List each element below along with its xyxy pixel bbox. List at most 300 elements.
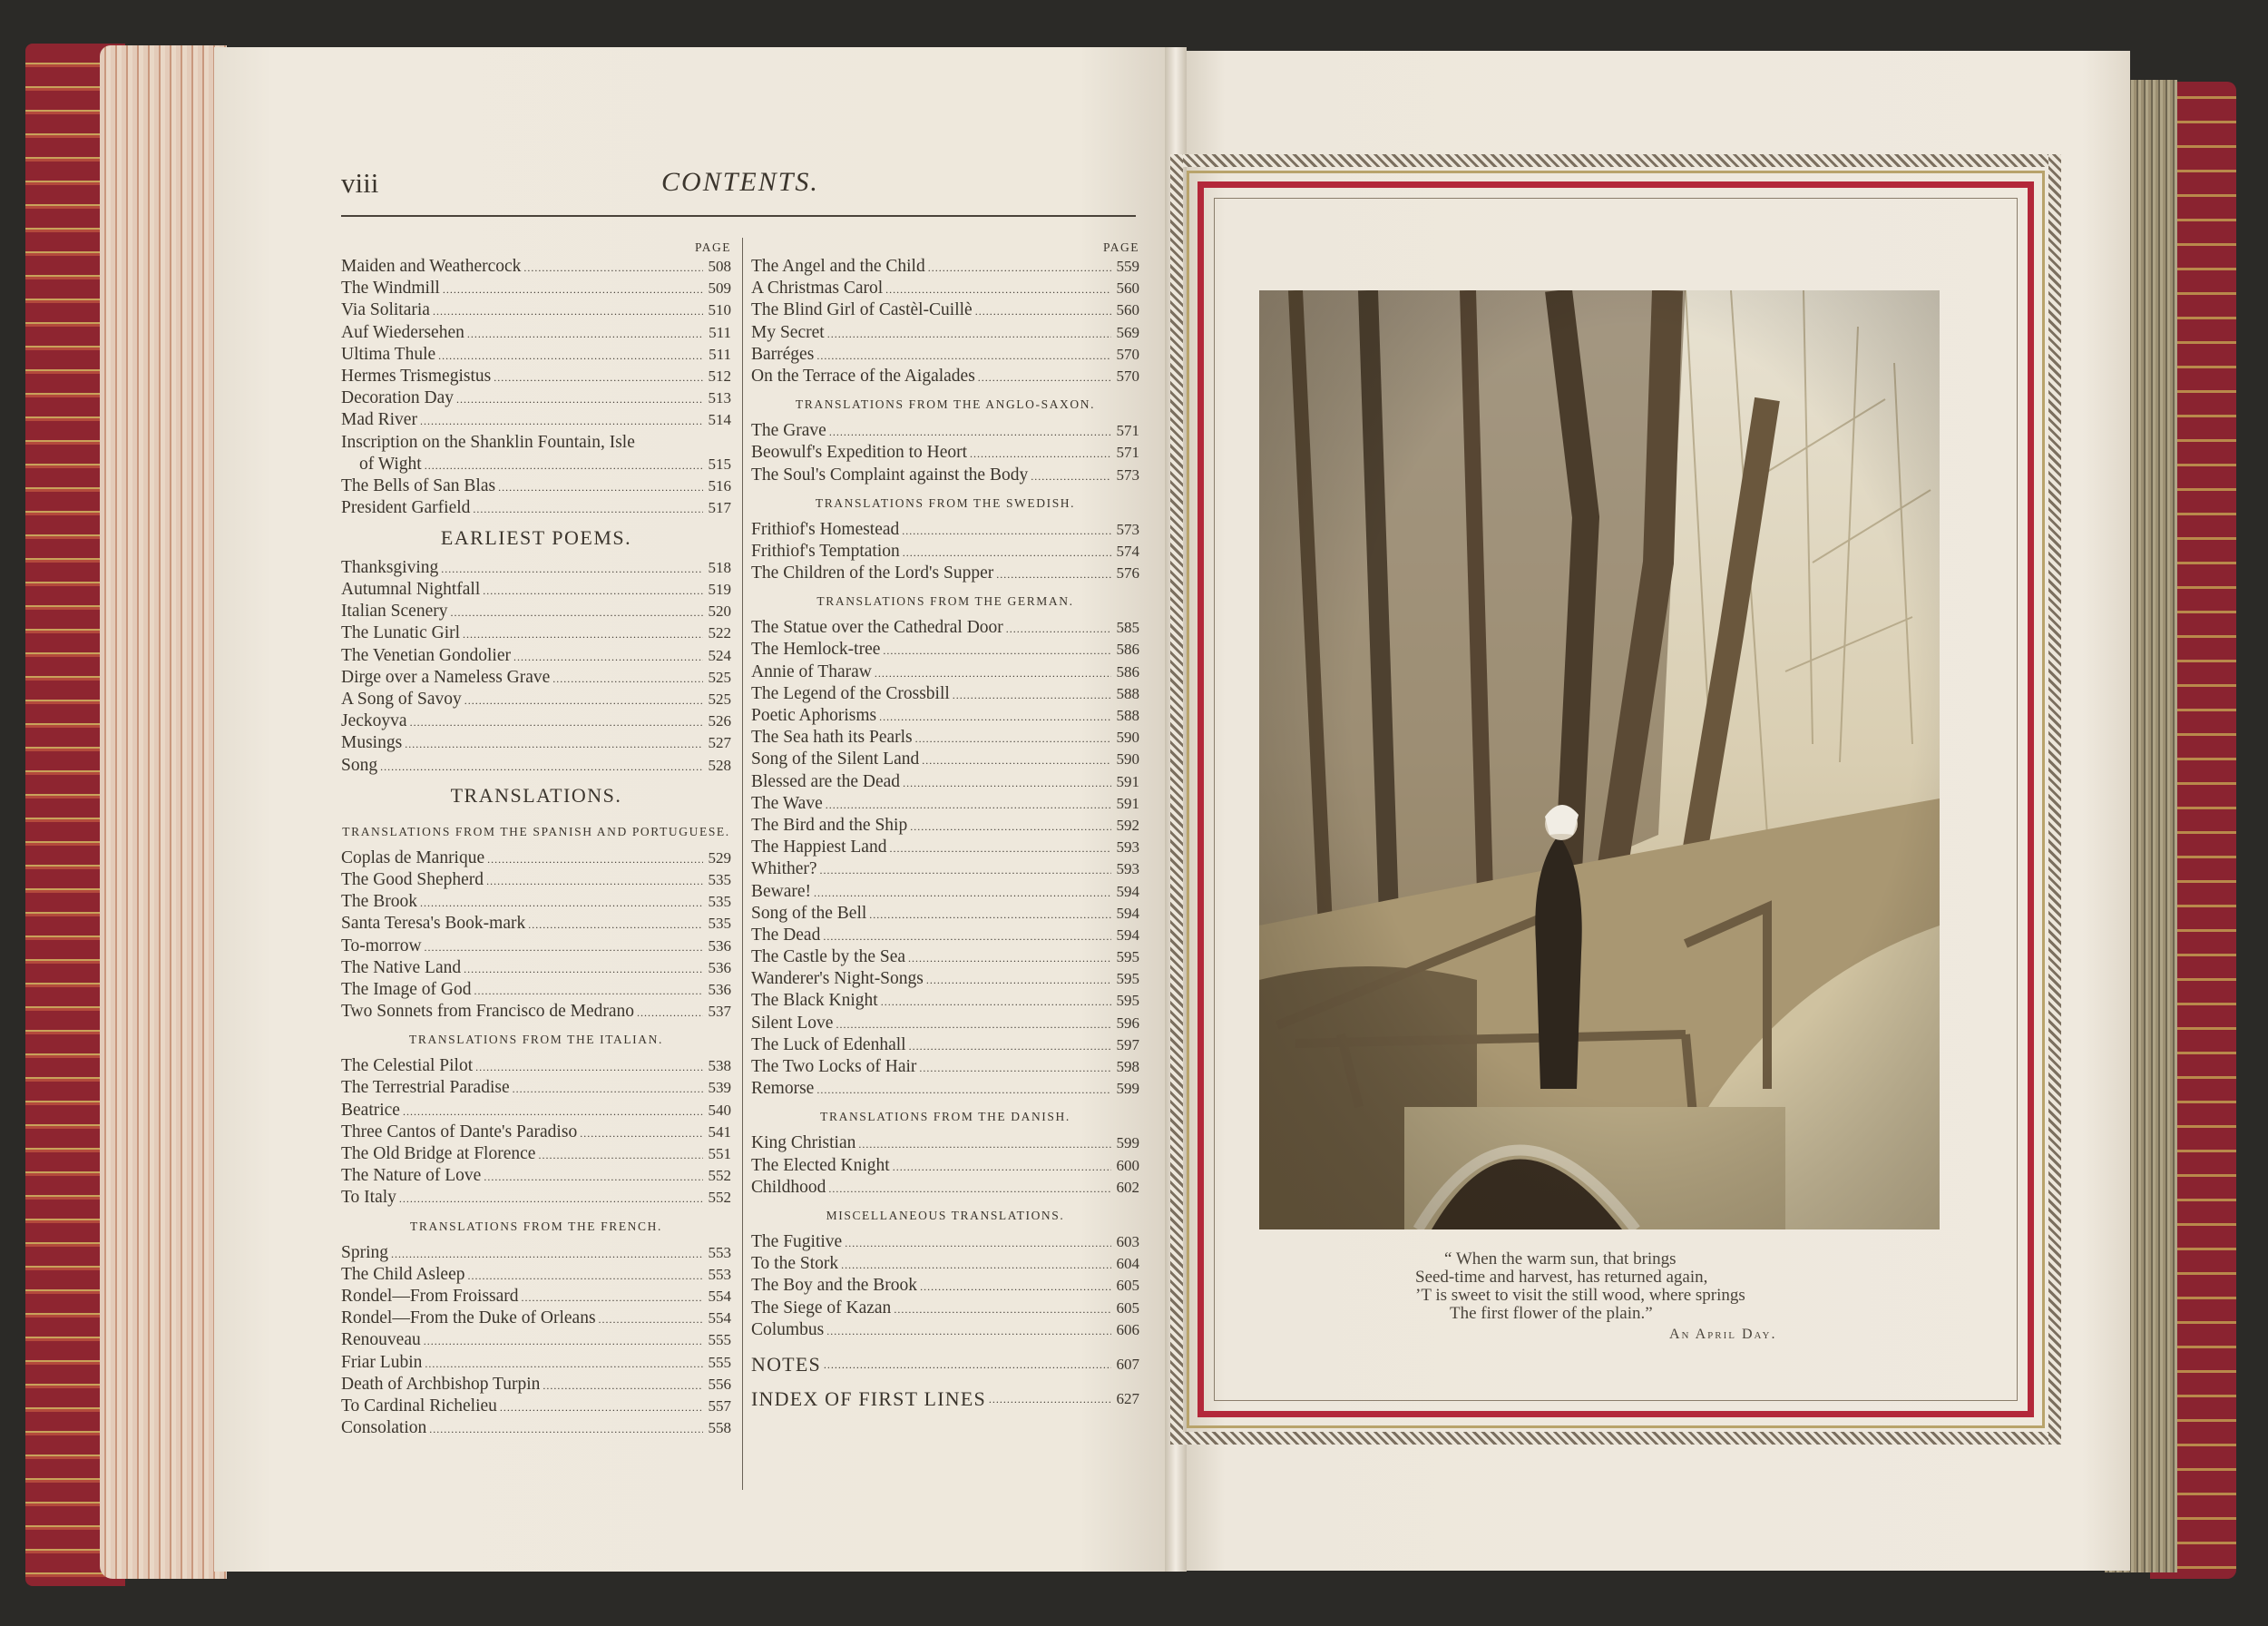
frame-border-left	[1170, 154, 1183, 1445]
toc-entry-title: Consolation	[341, 1418, 427, 1438]
toc-entry-title: Thanksgiving	[341, 557, 439, 577]
toc-entry	[751, 442, 1139, 464]
toc-entry	[341, 957, 731, 979]
toc-page-number: 524	[708, 646, 731, 664]
toc-entry-title: To Cardinal Richelieu	[341, 1396, 497, 1415]
toc-leader-dots	[438, 344, 703, 367]
toc-page-number: 590	[1116, 750, 1139, 769]
toc-page-number: 525	[708, 668, 731, 686]
subsection-heading: TRANSLATIONS FROM THE SWEDISH.	[815, 495, 1076, 510]
toc-page-number: 605	[1116, 1277, 1139, 1295]
toc-entry-title: The Wave	[751, 793, 823, 813]
toc-page-number: 554	[708, 1309, 731, 1327]
toc-entry-title: Song of the Silent Land	[751, 749, 920, 769]
toc-entry-title: Three Cantos of Dante's Paradiso	[341, 1122, 578, 1141]
toc-entry	[341, 344, 731, 366]
toc-leader-dots	[858, 1132, 1111, 1155]
toc-page-number: 604	[1116, 1255, 1139, 1273]
toc-entry-title: The Windmill	[341, 279, 440, 299]
toc-leader-dots	[487, 847, 703, 870]
toc-entry-title: Rondel—From the Duke of Orleans	[341, 1308, 596, 1328]
toc-entry	[341, 432, 731, 475]
toc-leader-dots	[970, 442, 1111, 465]
toc-entry	[751, 1231, 1139, 1253]
toc-entry	[341, 1417, 731, 1439]
toc-leader-dots	[433, 299, 703, 322]
toc-leader-dots	[883, 639, 1111, 661]
toc-entry-title: Death of Archbishop Turpin	[341, 1374, 541, 1394]
toc-entry	[751, 705, 1139, 727]
toc-entry-title: The Terrestrial Paradise	[341, 1078, 510, 1098]
toc-page-number: 598	[1116, 1058, 1139, 1075]
toc-entry	[341, 667, 731, 689]
toc-entry	[341, 557, 731, 579]
toc-page-number: 519	[708, 581, 731, 599]
toc-page-number: 596	[1116, 1014, 1139, 1032]
toc-leader-dots	[599, 1308, 703, 1330]
toc-leader-dots	[467, 1264, 703, 1287]
toc-entry	[751, 1341, 1139, 1376]
toc-page-number: 509	[708, 279, 731, 298]
toc-entry-title: Beowulf's Expedition to Heort	[751, 443, 968, 463]
toc-entry-title: Friar Lubin	[341, 1352, 423, 1372]
toc-leader-dots	[869, 903, 1111, 926]
toc-entry-title: The Black Knight	[751, 991, 878, 1011]
toc-entry	[341, 475, 731, 497]
toc-page-number: 511	[709, 323, 731, 341]
toc-page-number: 586	[1116, 641, 1139, 659]
toc-entry-title: To the Stork	[751, 1254, 839, 1274]
frame-border-top	[1170, 154, 2061, 167]
toc-entry	[341, 710, 731, 732]
toc-page-number: 513	[708, 389, 731, 407]
toc-leader-dots	[820, 858, 1111, 881]
toc-leader-dots	[500, 1396, 703, 1418]
toc-page-number: 573	[1116, 465, 1139, 484]
toc-entry	[751, 1319, 1139, 1341]
toc-leader-dots	[513, 1077, 703, 1100]
toc-page-number: 593	[1116, 838, 1139, 857]
toc-leader-dots	[425, 454, 703, 476]
toc-entry-title: The Bird and the Ship	[751, 815, 908, 835]
toc-entry	[341, 1286, 731, 1308]
toc-leader-dots	[828, 1177, 1111, 1200]
toc-entry-title: Jeckoyva	[341, 711, 407, 731]
toc-entry	[751, 946, 1139, 968]
toc-page-number: 536	[708, 958, 731, 976]
toc-entry	[751, 299, 1139, 321]
toc-entry	[751, 639, 1139, 661]
toc-page-number: 590	[1116, 729, 1139, 747]
toc-leader-dots	[475, 1055, 703, 1078]
toc-leader-dots	[456, 387, 703, 410]
caption-line: “ When the warm sun, that brings	[1444, 1249, 1677, 1268]
toc-entry	[751, 1275, 1139, 1297]
toc-leader-dots	[1006, 617, 1111, 640]
toc-entry	[751, 771, 1139, 793]
toc-entry-title: Ultima Thule	[341, 344, 436, 364]
toc-leader-dots	[978, 366, 1111, 388]
toc-entry	[751, 925, 1139, 946]
toc-entry	[341, 256, 731, 278]
toc-leader-dots	[637, 1001, 703, 1024]
toc-entry-title: The Venetian Gondolier	[341, 645, 512, 665]
toc-entry-title: The Bells of San Blas	[341, 475, 496, 495]
toc-entry-title: The Old Bridge at Florence	[341, 1144, 536, 1163]
section-heading: TRANSLATIONS.	[450, 783, 622, 807]
subsection-heading: TRANSLATIONS FROM THE GERMAN.	[816, 594, 1074, 609]
toc-entry	[341, 869, 731, 891]
toc-entry-title: The Children of the Lord's Supper	[751, 563, 994, 583]
toc-leader-dots	[1031, 465, 1111, 487]
toc-page-number: 585	[1116, 619, 1139, 637]
toc-leader-dots	[522, 1286, 703, 1308]
toc-page-number: 535	[708, 915, 731, 933]
toc-page-number: 536	[708, 980, 731, 998]
toc-leader-dots	[816, 344, 1111, 367]
toc-entry-title: The Nature of Love	[341, 1166, 482, 1186]
toc-entry	[341, 1308, 731, 1329]
toc-entry	[341, 1242, 731, 1264]
toc-leader-dots	[473, 497, 703, 520]
column-rule	[742, 238, 743, 1490]
toc-page-number: 594	[1116, 904, 1139, 922]
toc-page-number: 551	[708, 1145, 731, 1162]
toc-page-number: 515	[708, 455, 731, 473]
toc-page-number: 560	[1116, 279, 1139, 298]
toc-leader-dots	[919, 1056, 1111, 1079]
toc-entry-title: The Luck of Edenhall	[751, 1034, 906, 1054]
header-rule	[341, 215, 1136, 217]
toc-entry	[751, 968, 1139, 990]
toc-entry	[751, 749, 1139, 770]
toc-entry-title: To-morrow	[341, 935, 422, 955]
toc-page-number: 586	[1116, 662, 1139, 681]
toc-page-number: 599	[1116, 1080, 1139, 1098]
toc-entry	[751, 278, 1139, 299]
toc-entry	[751, 344, 1139, 366]
toc-entry-title: The Image of God	[341, 979, 472, 999]
toc-page-number: 518	[708, 558, 731, 576]
toc-entry	[341, 322, 731, 344]
toc-page-number: 557	[708, 1396, 731, 1415]
toc-page-number: 574	[1116, 542, 1139, 560]
toc-page-number: 510	[708, 301, 731, 319]
toc-entry-title: Wanderer's Night-Songs	[751, 969, 924, 989]
toc-leader-dots	[909, 1034, 1111, 1057]
toc-entry	[751, 1078, 1139, 1100]
subsection-heading: TRANSLATIONS FROM THE DANISH.	[820, 1110, 1070, 1124]
toc-page-number: 552	[708, 1167, 731, 1185]
toc-page-number: 555	[708, 1331, 731, 1349]
subsection-heading: MISCELLANEOUS TRANSLATIONS.	[826, 1208, 1065, 1222]
toc-page-number: 607	[1116, 1355, 1139, 1373]
toc-entry-title: On the Terrace of the Aigalades	[751, 366, 975, 386]
toc-leader-dots	[523, 256, 703, 279]
toc-entry-title: Beware!	[751, 881, 812, 901]
toc-entry	[751, 366, 1139, 387]
contents-column-left	[341, 240, 731, 1439]
toc-entry	[341, 1187, 731, 1209]
caption-line: Seed-time and harvest, has returned again,	[1415, 1268, 1708, 1287]
toc-entry-title: A Christmas Carol	[751, 279, 884, 299]
toc-entry	[341, 409, 731, 431]
page-folio: viii	[341, 167, 379, 199]
toc-entry	[751, 1376, 1139, 1410]
toc-page-number: 539	[708, 1079, 731, 1097]
toc-leader-dots	[494, 366, 703, 388]
toc-leader-dots	[836, 1013, 1111, 1035]
toc-leader-dots	[538, 1143, 703, 1166]
toc-leader-dots	[403, 1100, 703, 1122]
toc-leader-dots	[879, 705, 1111, 728]
toc-entry-title: The Dead	[751, 925, 821, 945]
toc-page-number: 541	[708, 1122, 731, 1141]
toc-leader-dots	[894, 1298, 1111, 1320]
toc-leader-dots	[915, 727, 1111, 749]
toc-entry	[751, 1034, 1139, 1056]
toc-entry-title: Childhood	[751, 1177, 826, 1197]
toc-entry	[341, 1100, 731, 1122]
toc-leader-dots	[827, 322, 1111, 345]
section-heading: EARLIEST POEMS.	[440, 525, 632, 549]
toc-entry-title: The Good Shepherd	[341, 869, 484, 889]
toc-page-number: 595	[1116, 948, 1139, 966]
toc-entry	[751, 1132, 1139, 1154]
toc-entry-title: Dirge over a Nameless Grave	[341, 667, 551, 687]
toc-leader-dots	[824, 1353, 1111, 1376]
toc-entry	[751, 1177, 1139, 1199]
toc-leader-dots	[513, 645, 703, 668]
toc-page-number: 552	[708, 1189, 731, 1207]
toc-entry-title: Silent Love	[751, 1013, 834, 1033]
toc-entry	[751, 683, 1139, 705]
toc-leader-dots	[498, 475, 703, 498]
toc-entry-title: The Siege of Kazan	[751, 1298, 892, 1317]
toc-leader-dots	[484, 1165, 703, 1188]
toc-page-number: 594	[1116, 882, 1139, 900]
contents-column-right	[751, 240, 1139, 1410]
toc-leader-dots	[975, 299, 1111, 322]
toc-leader-dots	[463, 622, 703, 645]
toc-entry	[751, 541, 1139, 563]
toc-leader-dots	[989, 1387, 1111, 1410]
plate-photograph	[1259, 290, 1940, 1229]
toc-leader-dots	[953, 683, 1111, 706]
toc-entry	[751, 1056, 1139, 1078]
toc-leader-dots	[816, 1078, 1111, 1101]
toc-page-number: 535	[708, 893, 731, 911]
toc-leader-dots	[996, 563, 1111, 585]
toc-entry	[751, 837, 1139, 858]
toc-page-number: 553	[708, 1265, 731, 1283]
toc-leader-dots	[420, 891, 703, 914]
toc-entry-title: The Legend of the Crossbill	[751, 683, 950, 703]
toc-page-number: 529	[708, 848, 731, 867]
toc-leader-dots	[893, 1155, 1111, 1178]
frame-border-bottom	[1170, 1432, 2061, 1445]
toc-entry-title: Blessed are the Dead	[751, 771, 901, 791]
toc-leader-dots	[443, 278, 703, 300]
toc-leader-dots	[425, 1352, 703, 1375]
toc-entry-title: Via Solitaria	[341, 300, 430, 320]
toc-page-number: 571	[1116, 444, 1139, 462]
toc-page-number: 536	[708, 936, 731, 955]
toc-entry-title: Inscription on the Shanklin Fountain, Isle	[341, 432, 635, 452]
toc-leader-dots	[841, 1253, 1111, 1276]
toc-entry-title: The Castle by the Sea	[751, 947, 906, 967]
toc-entry	[341, 689, 731, 710]
toc-entry	[341, 1165, 731, 1187]
toc-entry-title: Remorse	[751, 1079, 815, 1099]
toc-entry	[341, 913, 731, 935]
toc-leader-dots	[464, 689, 703, 711]
toc-entry	[341, 387, 731, 409]
toc-leader-dots	[483, 579, 703, 602]
toc-leader-dots	[889, 837, 1111, 859]
toc-entry-title: Renouveau	[341, 1330, 421, 1350]
toc-page-number: 571	[1116, 422, 1139, 440]
toc-page-number: 511	[709, 345, 731, 363]
toc-page-number: 573	[1116, 520, 1139, 538]
toc-entry-title: Poetic Aphorisms	[751, 706, 877, 725]
toc-entry	[751, 420, 1139, 442]
toc-leader-dots	[881, 990, 1111, 1013]
toc-entry	[751, 727, 1139, 749]
toc-leader-dots	[380, 755, 703, 778]
toc-entry	[751, 661, 1139, 683]
toc-entry	[341, 645, 731, 667]
toc-entry-title: Barréges	[751, 344, 815, 364]
toc-entry-title: Frithiof's Temptation	[751, 541, 900, 561]
toc-page-number: 559	[1116, 258, 1139, 275]
toc-leader-dots	[424, 1329, 703, 1352]
subsection-heading: TRANSLATIONS FROM THE ITALIAN.	[409, 1033, 663, 1047]
toc-page-number: 588	[1116, 684, 1139, 702]
toc-entry	[341, 1143, 731, 1165]
toc-leader-dots	[543, 1374, 703, 1396]
toc-entry-title: The Soul's Complaint against the Body	[751, 465, 1029, 485]
page-title: CONTENTS.	[661, 167, 819, 197]
toc-leader-dots	[908, 946, 1111, 969]
toc-entry	[341, 979, 731, 1001]
toc-entry	[751, 858, 1139, 880]
toc-entry-title: Whither?	[751, 859, 817, 879]
toc-leader-dots	[903, 541, 1111, 563]
toc-page-number: 514	[708, 411, 731, 429]
toc-page-number: 594	[1116, 926, 1139, 944]
toc-entry	[341, 1122, 731, 1143]
toc-entry	[341, 579, 731, 601]
toc-entry-title: The Sea hath its Pearls	[751, 728, 913, 748]
toc-leader-dots	[826, 1319, 1111, 1342]
toc-entry	[751, 990, 1139, 1012]
toc-leader-dots	[829, 420, 1111, 443]
toc-entry	[751, 881, 1139, 903]
page-column-label: PAGE	[1102, 240, 1139, 254]
toc-page-number: 522	[708, 624, 731, 642]
toc-entry	[341, 935, 731, 957]
toc-page-number: 576	[1116, 564, 1139, 583]
toc-page-number: 593	[1116, 860, 1139, 878]
toc-page-number: 605	[1116, 1298, 1139, 1317]
toc-page-number: 570	[1116, 367, 1139, 385]
toc-page-number: 526	[708, 712, 731, 730]
toc-leader-dots	[875, 661, 1111, 684]
toc-leader-dots	[420, 409, 703, 432]
toc-entry	[341, 497, 731, 519]
toc-entry-title: Annie of Tharaw	[751, 661, 872, 681]
toc-entry	[341, 1352, 731, 1374]
toc-entry-title: of Wight	[359, 454, 422, 474]
toc-leader-dots	[902, 519, 1111, 542]
toc-entry	[341, 732, 731, 754]
page-column-label: PAGE	[694, 240, 731, 254]
toc-entry-title: The Statue over the Cathedral Door	[751, 618, 1003, 638]
toc-entry-title: The Hemlock-tree	[751, 640, 881, 660]
toc-entry-title: Maiden and Weathercock	[341, 257, 522, 276]
toc-entry	[341, 1396, 731, 1417]
toc-entry-title: Santa Teresa's Book-mark	[341, 914, 526, 934]
toc-page-number: 627	[1116, 1389, 1139, 1407]
toc-entry-title: Spring	[341, 1242, 389, 1262]
toc-page-number: 606	[1116, 1320, 1139, 1338]
toc-entry	[751, 903, 1139, 925]
toc-entry-title: The Brook	[341, 892, 417, 912]
toc-entry	[751, 793, 1139, 815]
toc-page-number: 517	[708, 498, 731, 516]
toc-page-number: 600	[1116, 1156, 1139, 1174]
toc-entry	[341, 1264, 731, 1286]
toc-entry-title: Hermes Trismegistus	[341, 366, 492, 386]
toc-page-number: 525	[708, 691, 731, 708]
toc-entry-title: The Lunatic Girl	[341, 623, 461, 643]
toc-leader-dots	[528, 913, 703, 935]
toc-leader-dots	[451, 601, 704, 623]
caption-line: The first flower of the plain.”	[1450, 1304, 1653, 1323]
toc-page-number: 592	[1116, 816, 1139, 834]
toc-page-number: 560	[1116, 301, 1139, 319]
toc-entry	[751, 256, 1139, 278]
toc-leader-dots	[885, 278, 1111, 300]
toc-entry-title: To Italy	[341, 1188, 396, 1208]
toc-page-number: 602	[1116, 1178, 1139, 1196]
toc-entry	[341, 755, 731, 777]
toc-leader-dots	[903, 771, 1111, 794]
toc-leader-dots	[814, 881, 1111, 904]
caption-source: An April Day.	[1669, 1327, 1777, 1342]
toc-entry	[751, 1298, 1139, 1319]
toc-entry-title: The Boy and the Brook	[751, 1276, 918, 1296]
toc-entry	[751, 1253, 1139, 1275]
toc-entry-title: The Angel and the Child	[751, 257, 925, 276]
toc-entry-title: Two Sonnets from Francisco de Medrano	[341, 1002, 635, 1022]
toc-page-number: 556	[708, 1375, 731, 1393]
page-edges-left	[100, 45, 227, 1579]
toc-leader-dots	[391, 1242, 703, 1265]
toc-page-number: 540	[708, 1101, 731, 1119]
toc-entry-title: The Happiest Land	[751, 837, 887, 857]
toc-leader-dots	[425, 935, 703, 958]
toc-entry-title: My Secret	[751, 322, 825, 342]
toc-leader-dots	[486, 869, 703, 892]
toc-entry-title: The Grave	[751, 421, 826, 441]
toc-entry	[751, 465, 1139, 486]
toc-leader-dots	[826, 793, 1111, 816]
toc-page-number: 595	[1116, 970, 1139, 988]
toc-entry	[751, 617, 1139, 639]
toc-entry	[341, 847, 731, 869]
